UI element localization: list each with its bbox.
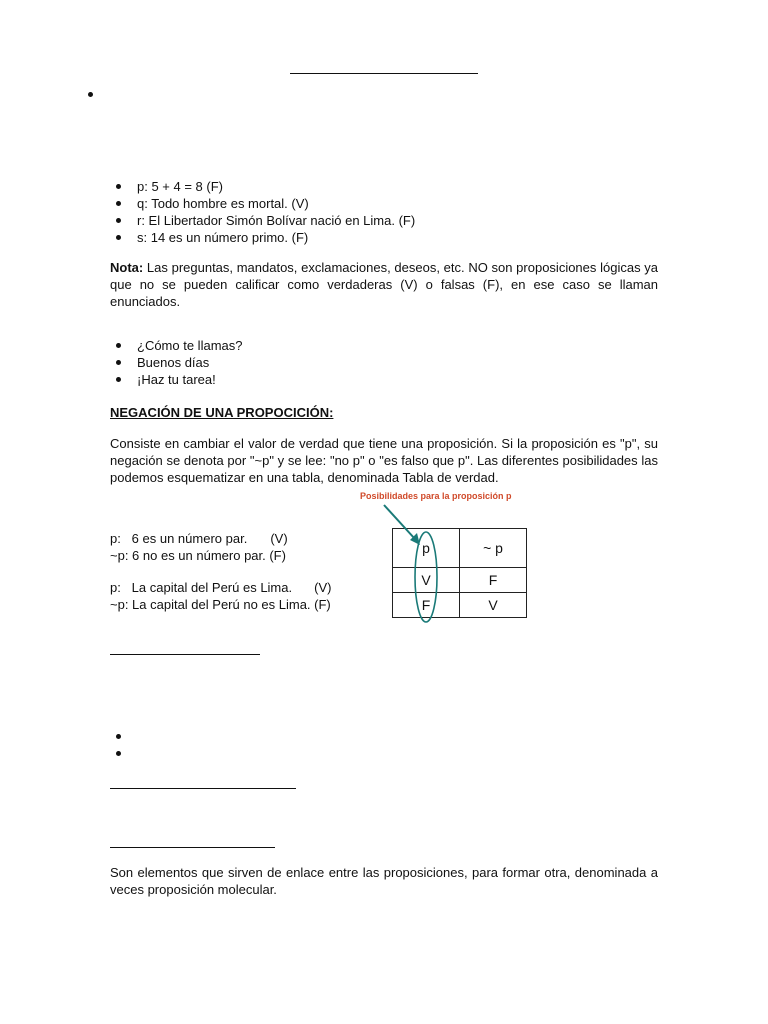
list-item: s: 14 es un número primo. (F) — [110, 229, 415, 246]
enunciados-list — [110, 337, 242, 388]
negacion-example-4: ~p: La capital del Perú no es Lima. (F) — [110, 597, 331, 612]
negacion-example-3 — [110, 579, 331, 596]
nota-paragraph — [110, 259, 658, 310]
p-column-ellipse — [415, 532, 437, 622]
negacion-example-2: ~p: 6 no es un número par. (F) — [110, 548, 286, 563]
truth-table-header-not-p: ~ p — [460, 529, 527, 568]
negacion-heading: NEGACIÓN DE UNA PROPOCICIÓN: — [110, 405, 334, 420]
empty-bullet — [116, 734, 121, 739]
nota-text: Las preguntas, mandatos, exclamaciones, deseos, etc. NO son proposiciones lógicas ya que no se pueden calificar como verdaderas (V) o falsas (F), en ese caso se llaman enunciados. — [110, 260, 658, 309]
negacion-example-1 — [110, 530, 288, 547]
example-prop: p: La capital del Perú es Lima. — [110, 580, 293, 595]
empty-bullet — [88, 92, 93, 97]
truth-table-header-p: p — [393, 529, 460, 568]
list-item: r: El Libertador Simón Bolívar nació en Lima. (F) — [110, 212, 415, 229]
truth-table-cell: V — [393, 568, 460, 593]
section-rule-2 — [110, 788, 296, 789]
truth-table-annotation — [340, 495, 540, 630]
truth-table-cell: F — [460, 568, 527, 593]
section-rule-3 — [110, 847, 275, 848]
truth-table-caption: Posibilidades para la proposición p — [360, 491, 512, 501]
list-item: Buenos días — [110, 354, 242, 371]
arrow-line — [384, 505, 415, 539]
proposition-examples-list — [110, 178, 415, 246]
list-item: ¿Cómo te llamas? — [110, 337, 242, 354]
empty-bullet — [116, 751, 121, 756]
list-item: p: 5 + 4 = 8 (F) — [110, 178, 415, 195]
truth-table-cell: V — [460, 593, 527, 618]
negacion-paragraph: Consiste en cambiar el valor de verdad que tiene una proposición. Si la proposición es "p", su negación se denota por "~p" y se lee: "no p" o "es falso que p". Las diferentes posibilidades las podemos esquematizar en una tabla, denominada Tabla de verdad. — [110, 436, 658, 485]
truth-table-cell: F — [393, 593, 460, 618]
section-rule-1 — [110, 654, 260, 655]
example-prop: p: 6 es un número par. — [110, 531, 248, 546]
example-value: (V) — [314, 580, 332, 595]
nota-label: Nota: — [110, 260, 144, 275]
conectivos-paragraph: Son elementos que sirven de enlace entre las proposiciones, para formar otra, denominada a veces proposición molecular. — [110, 865, 658, 897]
list-item: ¡Haz tu tarea! — [110, 371, 242, 388]
list-item: q: Todo hombre es mortal. (V) — [110, 195, 415, 212]
example-value: (V) — [270, 531, 288, 546]
top-title-rule — [290, 73, 478, 74]
